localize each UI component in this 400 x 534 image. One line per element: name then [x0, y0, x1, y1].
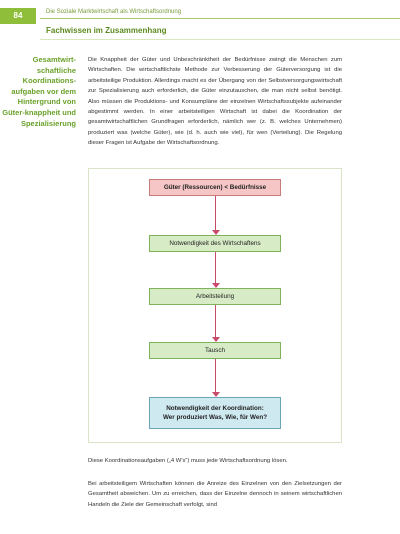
coordination-line-1: Notwendigkeit der Koordination:: [166, 405, 264, 412]
body-paragraph-2: Bei arbeitsteiligem Wirtschaften können die Anreize des Einzelnen von den Zielsetzungen der Gesamtheit abweichen. Um zu erreichen, dass der Einzelne dennoch in seinem wirtschaftlichen Handeln die Ziele der Gemeinschaft verfolgt, sind: [88, 481, 342, 508]
diagram-arrow-1: [213, 196, 219, 235]
header-rule: [40, 18, 400, 19]
diagram-arrow-4: [213, 359, 219, 397]
diagram-box-exchange: Tausch: [149, 342, 281, 359]
diagram-box-division-of-labor: Arbeitsteilung: [149, 288, 281, 305]
margin-heading: Gesamtwirt-schaftliche Koordinations-aufgaben vor dem Hintergrund von Güter-knappheit und Spezialisierung: [2, 55, 76, 128]
running-title: Die Soziale Marktwirtschaft als Wirtschaftsordnung: [46, 9, 182, 15]
page-number: 84: [0, 8, 36, 24]
diagram-box-coordination: [149, 397, 281, 429]
diagram-box-scarcity: Güter (Ressourcen) < Bedürfnisse: [149, 179, 281, 196]
flow-diagram: [88, 168, 342, 443]
coordination-line-2: Wer produziert Was, Wie, für Wen?: [162, 414, 268, 421]
diagram-box-economizing: Notwendigkeit des Wirtschaftens: [149, 235, 281, 252]
diagram-arrow-2: [213, 252, 219, 288]
body-paragraph-1: Die Knappheit der Güter und Unbeschränktheit der Bedürfnisse zwingt die Menschen zum Wirtschaften. Die wirtschaftlichste Methode zur Verbesserung der Güterversorgung ist die arbeitsteilige Produktion. Allerdings macht es der Übergang von der Selbstversorgungswirtschaft zur Spezialisierung auch erforderlich, die Güter einzutauschen, die man nicht selbst benötigt. Also müssen die Produktions- und Konsumpläne der einzelnen Wirtschaftssubjekte aufeinander abgestimmt werden. In einer arbeitsteiligen Wirtschaft ist dabei die Koordination der gesamtwirtschaftlichen Grundfragen erforderlich, nämlich wer (z. B. welches Unternehmen) produziert was (welche Güter), wie (d. h. auch wie viel), für wen (Verteilung). Die Regelung dieser Fragen ist Aufgabe der Wirtschaftsordnung.: [88, 57, 342, 147]
body-after-diagram: Diese Koordinationsaufgaben („4 W's“) muss jede Wirtschaftsordnung lösen.: [88, 458, 288, 464]
section-rule: [40, 39, 400, 40]
diagram-arrow-3: [213, 305, 219, 342]
section-heading: Fachwissen im Zusammenhang: [46, 26, 167, 35]
